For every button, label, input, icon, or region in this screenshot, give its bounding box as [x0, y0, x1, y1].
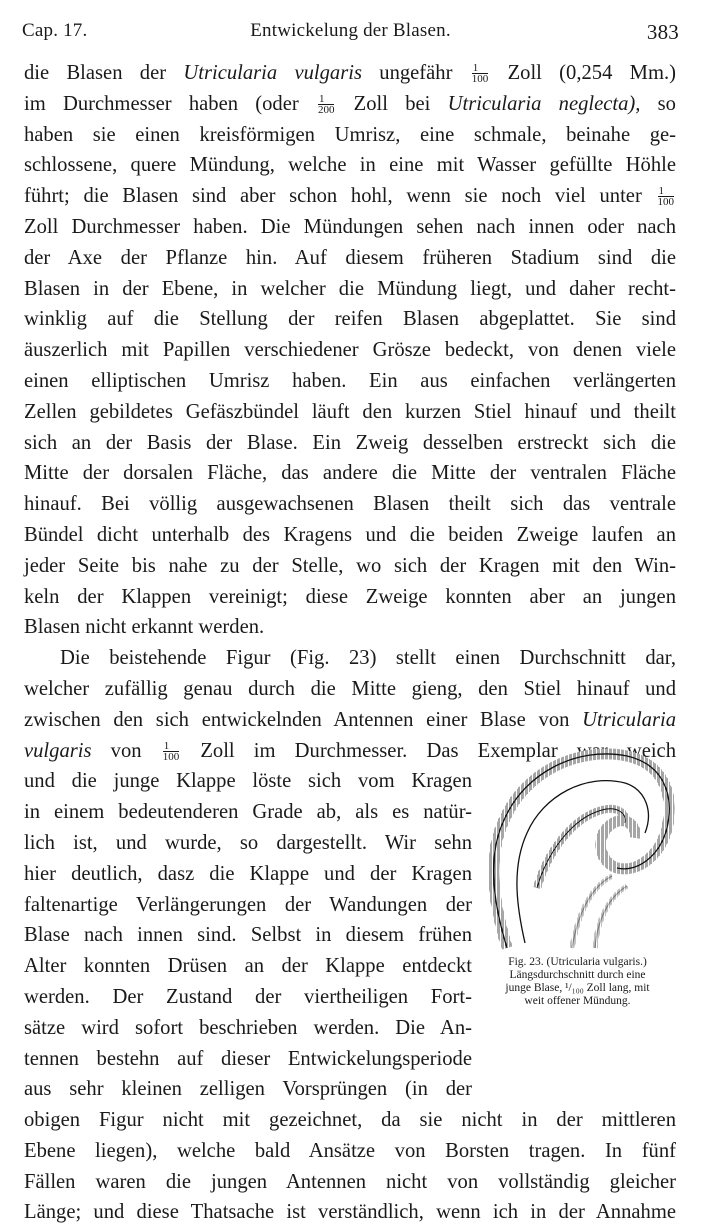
- text-line: sich an der Basis der Blase. Ein Zweig desselben erstreckt sich die: [24, 431, 676, 454]
- text-line: hinauf. Bei völlig ausgewachsenen Blasen theilt sich das ventrale: [24, 493, 676, 516]
- text-line: die Blasen der Utricularia vulgaris ungefähr $\frac{1}{100}$ Zoll (0,254 Mm.): [24, 62, 676, 85]
- text-line: Blasen in der Ebene, in welcher die Mündung liegt, und daher recht-: [24, 277, 676, 300]
- figure-caption: [465, 956, 690, 1008]
- caption-line: Fig. 23. (Utricularia vulgaris.): [508, 956, 647, 968]
- text-line: Blase nach innen sind. Selbst in diesem frühen: [24, 924, 472, 947]
- text-line: Zoll Durchmesser haben. Die Mündungen sehen nach innen oder nach: [24, 215, 676, 238]
- text-line: winklig auf die Stellung der reifen Blasen abgeplattet. Sie sind: [24, 308, 676, 331]
- text-line: aus sehr kleinen zelligen Vorsprüngen (in der: [24, 1078, 472, 1101]
- running-head: [22, 20, 679, 50]
- text-line: in einem bedeutenderen Grade ab, als es natür-: [24, 801, 472, 824]
- text-line: und die junge Klappe löste sich vom Kragen: [24, 770, 472, 793]
- text-line: Bündel dicht unterhalb des Kragens und die beiden Zweige laufen an: [24, 523, 676, 546]
- caption-line: Längsdurchschnitt durch eine: [509, 969, 646, 981]
- page-number: 383: [646, 20, 679, 44]
- text-line: der Axe der Pflanze hin. Auf diesem früheren Stadium sind die: [24, 246, 676, 269]
- text-line: Die beistehende Figur (Fig. 23) stellt einen Durchschnitt dar,: [60, 647, 676, 670]
- chapter-label: Cap. 17.: [22, 20, 88, 41]
- text-line: einen elliptischen Umrisz haben. Ein aus einfachen verlängerten: [24, 369, 676, 392]
- text-line: welcher zufällig genau durch die Mitte gieng, den Stiel hinauf und: [24, 677, 676, 700]
- text-line: Alter konnten Drüsen an der Klappe entdeckt: [24, 955, 472, 978]
- stalk: [572, 876, 627, 948]
- text-line: im Durchmesser haben (oder $\frac{1}{200}$ Zoll bei Utricularia neglecta), so: [24, 92, 676, 116]
- fraction: $\frac{1}{100}$: [162, 739, 180, 763]
- text-line: schlossene, quere Mündung, welche in eine mit Wasser gefüllte Höhle: [24, 154, 676, 177]
- body-text: [24, 58, 676, 1228]
- text-line: lich ist, und wurde, so dargestellt. Wir sehn: [24, 831, 472, 854]
- text-line: Blasen nicht erkannt werden.: [24, 616, 265, 639]
- text-line: obigen Figur nicht mit gezeichnet, da sie nicht in der mittleren: [24, 1109, 676, 1132]
- text-line: werden. Der Zustand der viertheiligen Fort-: [24, 985, 472, 1008]
- text-line: Mitte der dorsalen Fläche, das andere die Mitte der ventralen Fläche: [24, 462, 676, 485]
- text-line: Ebene liegen), welche bald Ansätze von Borsten tragen. In fünf: [24, 1139, 676, 1162]
- text-line: haben sie einen kreisförmigen Umrisz, eine schmale, beinahe ge-: [24, 123, 676, 146]
- text-line: sätze wird sofort beschrieben werden. Die An-: [24, 1016, 472, 1039]
- text-line: jeder Seite bis nahe zu der Stelle, wo sich der Kragen mit den Win-: [24, 554, 676, 577]
- text-line: zwischen den sich entwickelnden Antennen einer Blase von Utricularia: [24, 708, 676, 731]
- section-title: Entwickelung der Blasen.: [250, 20, 451, 41]
- fraction: $\frac{1}{100}$: [657, 185, 674, 209]
- caption-line: weit offener Mündung.: [524, 995, 631, 1007]
- fraction: $\frac{1}{200}$: [317, 92, 335, 116]
- fraction: $\frac{1}{100}$: [471, 62, 489, 85]
- text-line: Fällen waren die jungen Antennen nicht von vollständig gleicher: [24, 1170, 676, 1193]
- text-line: vulgaris von $\frac{1}{100}$ Zoll im Durchmesser. Das Exemplar war weich: [24, 739, 676, 763]
- text-line: hier deutlich, dasz die Klappe und der Kragen: [24, 862, 472, 885]
- caption-line: junge Blase, ¹/₁₀₀ Zoll lang, mit: [505, 982, 650, 994]
- text-line: äuszerlich mit Papillen verschiedener Grösze bedeckt, von denen viele: [24, 339, 676, 362]
- text-line: keln der Klappen vereinigt; diese Zweige konnten aber an jungen: [24, 585, 676, 608]
- figure-23: [465, 738, 690, 1013]
- text-line: tennen bestehn auf dieser Entwickelungsperiode: [24, 1047, 472, 1070]
- text-line: führt; die Blasen sind aber schon hohl, wenn sie noch viel unter $\frac{1}{100}$: [24, 185, 674, 209]
- text-line: Länge; und diese Thatsache ist verständlich, wenn ich in der Annahme: [24, 1201, 676, 1224]
- text-line: Zellen gebildetes Gefäszbündel läuft den kurzen Stiel hinauf und theilt: [24, 400, 676, 423]
- text-line: faltenartige Verlängerungen der Wandungen der: [24, 893, 472, 916]
- bladder-section-illustration: [477, 738, 677, 953]
